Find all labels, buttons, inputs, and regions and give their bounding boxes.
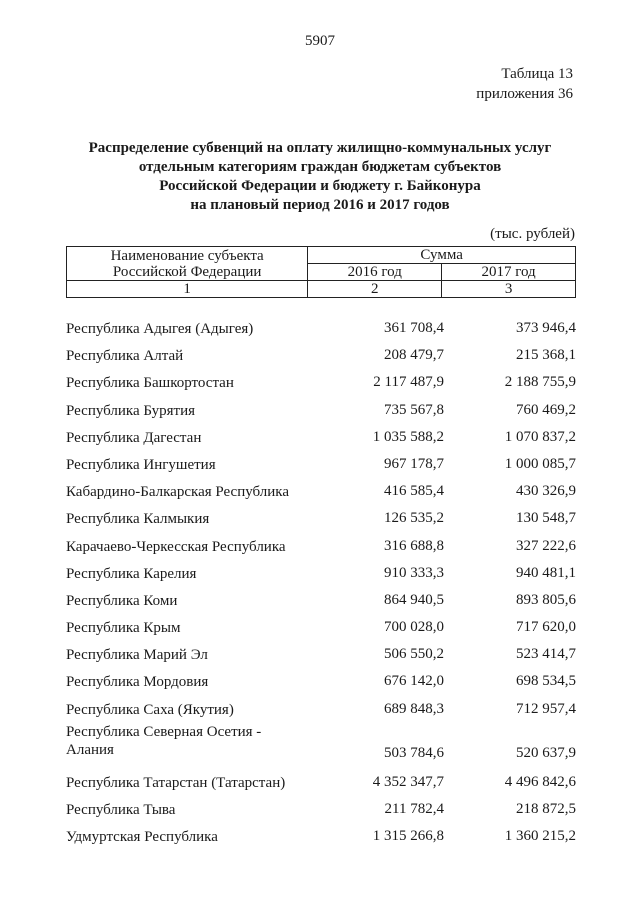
value-2017: 523 414,7: [516, 646, 576, 663]
value-2017: 1 070 837,2: [504, 428, 576, 445]
value-2016: 2 117 487,9: [373, 374, 444, 391]
value-2016: 503 784,6: [384, 744, 444, 761]
header-subject: [67, 247, 308, 281]
subject-name: Республика Адыгея (Адыгея): [66, 321, 254, 337]
header-col-number-2: 2: [308, 281, 442, 298]
value-2016: 1 035 588,2: [372, 428, 444, 445]
value-2017: 940 481,1: [516, 564, 576, 581]
value-2016: 4 352 347,7: [372, 773, 444, 790]
table-row: [66, 426, 576, 453]
value-2017: 760 469,2: [516, 401, 576, 418]
value-2016: 910 333,3: [384, 564, 444, 581]
subject-name: Республика Марий Эл: [66, 647, 208, 664]
table-row: [66, 562, 576, 589]
subject-name: Республика Тыва: [66, 802, 176, 818]
title-line2: отдельным категориям граждан бюджетам субъектов: [138, 159, 502, 175]
value-2016: 208 479,7: [384, 347, 444, 364]
subject-name: Республика Северная Осетия - Алания: [66, 723, 262, 758]
value-2016: 967 178,7: [384, 455, 444, 472]
subject-name: Кабардино-Балкарская Республика: [66, 484, 290, 501]
title-line4: на плановый период 2016 и 2017 годов: [190, 197, 450, 213]
value-2016: 676 142,0: [384, 673, 444, 690]
value-2017: 373 946,4: [516, 320, 576, 336]
units-label: (тыс. рублей): [490, 226, 575, 242]
table-row: [66, 317, 576, 344]
value-2017: 430 326,9: [516, 483, 576, 500]
table-body: [66, 317, 576, 852]
header-subject-line1: Наименование субъекта: [110, 247, 264, 264]
value-2016: 126 535,2: [384, 510, 444, 527]
table-row: [66, 535, 576, 562]
table-header: [66, 246, 576, 298]
header-year-2017: 2017 год: [442, 264, 576, 281]
subject-name: Республика Коми: [66, 592, 178, 609]
value-2017: 218 872,5: [516, 801, 576, 817]
value-2017: 893 805,6: [516, 591, 576, 608]
table-row: [66, 825, 576, 852]
value-2016: 416 585,4: [384, 483, 444, 500]
table-row: [66, 480, 576, 507]
table-row: [66, 771, 576, 798]
value-2017: 1 000 085,7: [504, 455, 576, 472]
value-2017: 327 222,6: [516, 537, 576, 554]
subject-name: Республика Ингушетия: [66, 456, 216, 473]
table-reference: [476, 64, 573, 104]
table-row: [66, 453, 576, 480]
subject-name: Республика Башкортостан: [66, 375, 234, 392]
value-2016: 864 940,5: [384, 591, 444, 608]
subject-name: Республика Карелия: [66, 565, 197, 582]
value-2016: 735 567,8: [384, 401, 444, 418]
value-2016: 700 028,0: [384, 619, 444, 636]
value-2017: 712 957,4: [516, 700, 576, 717]
value-2017: 4 496 842,6: [504, 773, 576, 790]
value-2017: 215 368,1: [516, 347, 576, 364]
value-2016: 211 782,4: [384, 801, 444, 817]
header-year-2016: 2016 год: [308, 264, 442, 281]
subject-name: Удмуртская Республика: [66, 829, 218, 846]
value-2017: 130 548,7: [516, 510, 576, 527]
value-2017: 698 534,5: [516, 673, 576, 690]
table-row: [66, 698, 576, 725]
value-2017: 717 620,0: [516, 619, 576, 636]
title-line3: Российской Федерации и бюджету г. Байконура: [159, 178, 481, 194]
subject-name: Республика Саха (Якутия): [66, 701, 234, 718]
value-2017: 1 360 215,2: [504, 828, 576, 845]
table-row: [66, 344, 576, 371]
value-2016: 361 708,4: [384, 320, 444, 336]
value-2016: 1 315 266,8: [372, 828, 444, 845]
table-ref-line2: приложения 36: [476, 86, 573, 102]
document-title: [60, 139, 580, 215]
subject-name: Республика Алтай: [66, 348, 184, 365]
value-2016: 689 848,3: [384, 700, 444, 717]
subject-name: Республика Крым: [66, 620, 181, 637]
table-row: [66, 725, 576, 771]
header-subject-line2: Российской Федерации: [112, 263, 262, 280]
subject-name: Республика Мордовия: [66, 674, 209, 691]
subject-name: Республика Дагестан: [66, 429, 202, 446]
page-number: 5907: [305, 33, 335, 49]
subject-name: Карачаево-Черкесская Республика: [66, 538, 286, 555]
table-row: [66, 399, 576, 426]
subject-name: Республика Татарстан (Татарстан): [66, 774, 286, 791]
title-line1: Распределение субвенций на оплату жилищно-коммунальных услуг: [88, 140, 552, 156]
value-2016: 316 688,8: [384, 537, 444, 554]
table-row: [66, 616, 576, 643]
table-row: [66, 643, 576, 670]
header-col-number-3: 3: [442, 281, 576, 298]
subject-name: Республика Калмыкия: [66, 511, 210, 528]
subject-name: Республика Бурятия: [66, 402, 196, 419]
value-2017: 2 188 755,9: [504, 374, 576, 391]
table-row: [66, 670, 576, 697]
header-sum: Сумма: [308, 247, 576, 264]
table-row: [66, 507, 576, 534]
table-ref-line1: Таблица 13: [501, 66, 573, 82]
table-row: [66, 798, 576, 825]
value-2016: 506 550,2: [384, 646, 444, 663]
value-2017: 520 637,9: [516, 744, 576, 761]
table-row: [66, 589, 576, 616]
header-col-number-1: 1: [67, 281, 308, 298]
table-row: [66, 371, 576, 398]
